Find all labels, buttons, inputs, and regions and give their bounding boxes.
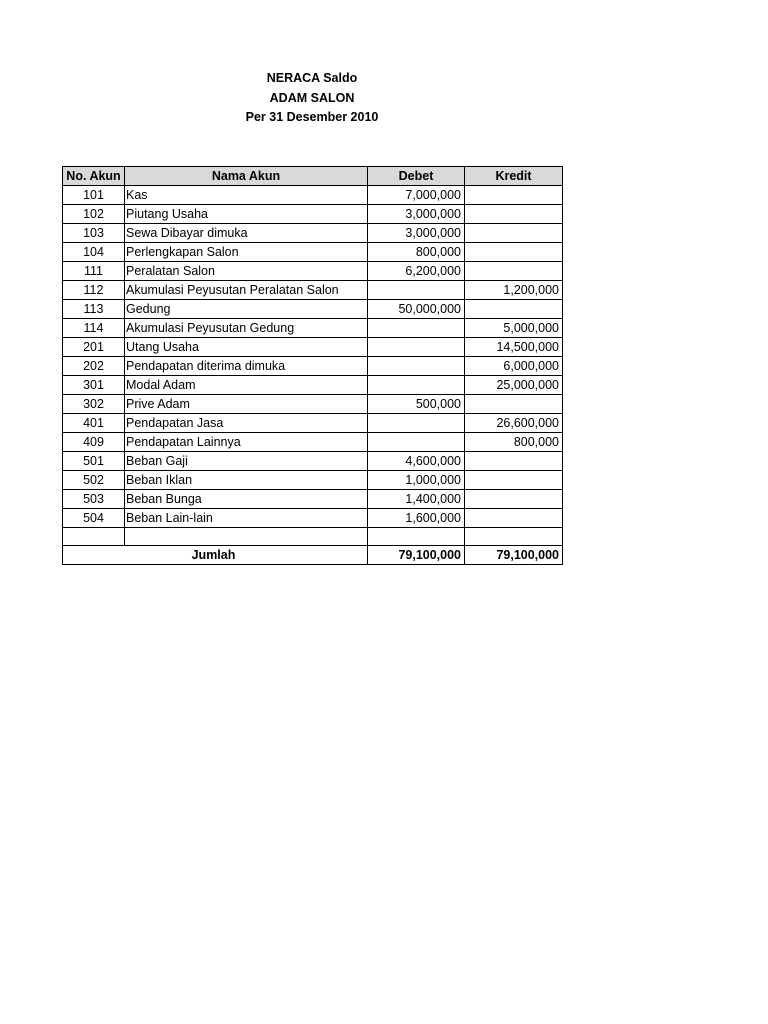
table-row bbox=[63, 509, 563, 528]
account-name: Kas bbox=[125, 186, 368, 205]
table-row bbox=[63, 433, 563, 452]
debit-amount: 1,600,000 bbox=[368, 509, 465, 528]
account-number: 502 bbox=[63, 471, 125, 490]
account-name: Gedung bbox=[125, 300, 368, 319]
debit-amount: 1,000,000 bbox=[368, 471, 465, 490]
debit-amount bbox=[368, 281, 465, 300]
table-body bbox=[63, 186, 563, 565]
header-credit: Kredit bbox=[465, 167, 563, 186]
total-label: Jumlah bbox=[63, 546, 368, 565]
account-number: 112 bbox=[63, 281, 125, 300]
debit-amount: 3,000,000 bbox=[368, 205, 465, 224]
account-number: 114 bbox=[63, 319, 125, 338]
table-row bbox=[63, 186, 563, 205]
account-number: 401 bbox=[63, 414, 125, 433]
table-row-empty bbox=[63, 528, 563, 546]
debit-amount bbox=[368, 528, 465, 546]
credit-amount bbox=[465, 186, 563, 205]
debit-amount: 50,000,000 bbox=[368, 300, 465, 319]
account-name: Modal Adam bbox=[125, 376, 368, 395]
table-row bbox=[63, 262, 563, 281]
table-row bbox=[63, 300, 563, 319]
table-row bbox=[63, 471, 563, 490]
header-debit: Debet bbox=[368, 167, 465, 186]
credit-amount: 25,000,000 bbox=[465, 376, 563, 395]
table-row bbox=[63, 452, 563, 471]
account-number: 113 bbox=[63, 300, 125, 319]
account-number: 111 bbox=[63, 262, 125, 281]
account-name: Prive Adam bbox=[125, 395, 368, 414]
debit-amount: 1,400,000 bbox=[368, 490, 465, 509]
total-credit: 79,100,000 bbox=[465, 546, 563, 565]
credit-amount: 14,500,000 bbox=[465, 338, 563, 357]
debit-amount bbox=[368, 414, 465, 433]
account-name: Pendapatan diterima dimuka bbox=[125, 357, 368, 376]
table-row bbox=[63, 414, 563, 433]
total-row bbox=[63, 546, 563, 565]
header-account-name: Nama Akun bbox=[125, 167, 368, 186]
account-number: 409 bbox=[63, 433, 125, 452]
debit-amount: 500,000 bbox=[368, 395, 465, 414]
account-name: Sewa Dibayar dimuka bbox=[125, 224, 368, 243]
total-debit: 79,100,000 bbox=[368, 546, 465, 565]
debit-amount: 4,600,000 bbox=[368, 452, 465, 471]
account-name: Pendapatan Lainnya bbox=[125, 433, 368, 452]
table-row bbox=[63, 338, 563, 357]
debit-amount bbox=[368, 357, 465, 376]
table-row bbox=[63, 281, 563, 300]
table-header-row bbox=[63, 167, 563, 186]
account-name: Piutang Usaha bbox=[125, 205, 368, 224]
account-name: Beban Gaji bbox=[125, 452, 368, 471]
account-name: Perlengkapan Salon bbox=[125, 243, 368, 262]
report-title-block bbox=[212, 69, 412, 128]
account-number bbox=[63, 528, 125, 546]
account-name: Akumulasi Peyusutan Gedung bbox=[125, 319, 368, 338]
report-date: Per 31 Desember 2010 bbox=[245, 110, 379, 124]
account-number: 501 bbox=[63, 452, 125, 471]
credit-amount: 5,000,000 bbox=[465, 319, 563, 338]
account-name: Utang Usaha bbox=[125, 338, 368, 357]
account-number: 504 bbox=[63, 509, 125, 528]
credit-amount bbox=[465, 300, 563, 319]
header-account-number: No. Akun bbox=[63, 167, 125, 186]
account-name bbox=[125, 528, 368, 546]
account-number: 201 bbox=[63, 338, 125, 357]
credit-amount bbox=[465, 490, 563, 509]
account-number: 103 bbox=[63, 224, 125, 243]
account-number: 101 bbox=[63, 186, 125, 205]
account-number: 302 bbox=[63, 395, 125, 414]
table-row bbox=[63, 357, 563, 376]
account-name: Akumulasi Peyusutan Peralatan Salon bbox=[125, 281, 368, 300]
account-number: 202 bbox=[63, 357, 125, 376]
account-name: Beban Iklan bbox=[125, 471, 368, 490]
account-name: Peralatan Salon bbox=[125, 262, 368, 281]
credit-amount: 6,000,000 bbox=[465, 357, 563, 376]
credit-amount bbox=[465, 471, 563, 490]
account-number: 104 bbox=[63, 243, 125, 262]
debit-amount bbox=[368, 376, 465, 395]
credit-amount bbox=[465, 509, 563, 528]
credit-amount: 26,600,000 bbox=[465, 414, 563, 433]
account-name: Pendapatan Jasa bbox=[125, 414, 368, 433]
table-row bbox=[63, 376, 563, 395]
table-row bbox=[63, 490, 563, 509]
credit-amount: 1,200,000 bbox=[465, 281, 563, 300]
account-name: Beban Bunga bbox=[125, 490, 368, 509]
credit-amount bbox=[465, 395, 563, 414]
account-number: 503 bbox=[63, 490, 125, 509]
debit-amount bbox=[368, 433, 465, 452]
table-row bbox=[63, 395, 563, 414]
table-row bbox=[63, 205, 563, 224]
credit-amount bbox=[465, 243, 563, 262]
trial-balance-table bbox=[62, 166, 563, 565]
table-row bbox=[63, 224, 563, 243]
debit-amount: 7,000,000 bbox=[368, 186, 465, 205]
company-name: ADAM SALON bbox=[269, 90, 355, 105]
credit-amount bbox=[465, 452, 563, 471]
credit-amount bbox=[465, 528, 563, 546]
debit-amount: 800,000 bbox=[368, 243, 465, 262]
table-row bbox=[63, 319, 563, 338]
account-number: 102 bbox=[63, 205, 125, 224]
account-name: Beban Lain-lain bbox=[125, 509, 368, 528]
debit-amount: 6,200,000 bbox=[368, 262, 465, 281]
report-title: NERACA Saldo bbox=[266, 71, 358, 85]
account-number: 301 bbox=[63, 376, 125, 395]
credit-amount bbox=[465, 224, 563, 243]
credit-amount bbox=[465, 262, 563, 281]
table-row bbox=[63, 243, 563, 262]
debit-amount bbox=[368, 338, 465, 357]
credit-amount: 800,000 bbox=[465, 433, 563, 452]
debit-amount bbox=[368, 319, 465, 338]
debit-amount: 3,000,000 bbox=[368, 224, 465, 243]
credit-amount bbox=[465, 205, 563, 224]
